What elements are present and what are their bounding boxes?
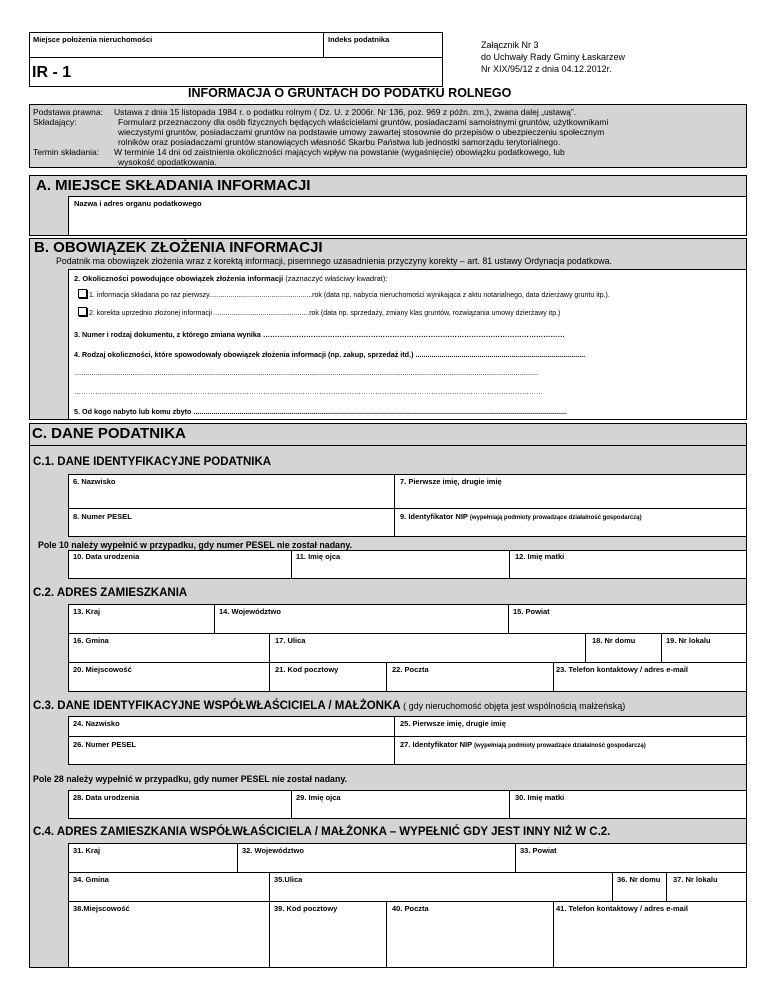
section-c-title: C. DANE PODATNIKA: [32, 425, 186, 442]
option-correction[interactable]: [78, 307, 560, 317]
filer-line1: Formularz przeznaczony dla osób fizycznych będących właścicielami gruntów, posiadaczami samoistnymi gruntów, użytkownikami: [118, 117, 609, 127]
field-11-label: 11. Imię ojca: [296, 552, 341, 561]
field-18-label: 18. Nr domu: [592, 636, 636, 645]
field-20-label: 20. Miejscowość: [73, 665, 132, 674]
field-32-label: 32. Województwo: [242, 846, 304, 855]
option-first-filing-label: 1. informacja składana po raz pierwszy.....................................................rok (data np. nabycia nieruchomości wynikająca z aktu notarialnego, data dzierżawy gruntu itp.).: [89, 292, 610, 299]
annex-line2: do Uchwały Rady Gminy Łaskarzew: [481, 52, 626, 62]
field-24-label: 24. Nazwisko: [73, 719, 120, 728]
q4-circumstances[interactable]: 4. Rodzaj okoliczności, które spowodowały obowiązek złożenia informacji (np. zakup, sprzedaż itd.) .....................................................................................: [74, 350, 586, 359]
basis-text: Ustawa z dnia 15 listopada 1984 r. o podatku rolnym ( Dz. U. z 2006r. Nr 136, poz. 969 z późn. zm.), zwana dalej „ustawą”.: [114, 107, 577, 117]
section-c-divider: [29, 445, 747, 446]
field-17-label: 17. Ulica: [275, 636, 306, 645]
filer-line2: wieczystymi gruntów, posiadaczami gruntów na podstawie umowy zawartej stosownie do przepisów o ubezpieczeniu społecznym: [118, 127, 605, 137]
c3-title: [33, 700, 625, 712]
field-9-title: 9. Identyfikator NIP: [400, 512, 468, 521]
filer-line3: rolników oraz posiadaczami gruntów stanowiących własność Skarbu Państwa lub jednostki samorządu terytorialnego.: [118, 137, 561, 147]
c4-title: C.4. ADRES ZAMIESZKANIA WSPÓŁWŁAŚCICIELA / MAŁŻONKA – WYPEŁNIĆ GDY JEST INNY NIŻ W C.2.: [33, 826, 611, 838]
field-27-note: (wypełniają podmioty prowadzące działalność gospodarczą): [474, 743, 646, 749]
field-21-label: 21. Kod pocztowy: [275, 665, 339, 674]
q2-label: [74, 274, 387, 283]
field-35-street[interactable]: [269, 872, 613, 902]
q2-note: (zaznaczyć właściwy kwadrat):: [283, 274, 388, 283]
field-40-label: 40. Poczta: [392, 904, 429, 913]
field-31-label: 31. Kraj: [73, 846, 101, 855]
c3-note: ( gdy nieruchomość objęta jest wspólnością małżeńską): [400, 701, 626, 711]
field-36-label: 36. Nr domu: [617, 875, 661, 884]
form-code: IR - 1: [32, 64, 72, 81]
section-a-title: A. MIEJSCE SKŁADANIA INFORMACJI: [36, 177, 311, 194]
field-33-label: 33. Powiat: [520, 846, 557, 855]
field-37-label: 37. Nr lokalu: [673, 875, 718, 884]
deadline-line2: wysokość opodatkowania.: [118, 157, 217, 167]
location-input[interactable]: [30, 45, 322, 56]
header-divider-h: [29, 57, 443, 58]
field-39-label: 39. Kod pocztowy: [274, 904, 338, 913]
q4-dots-line2[interactable]: …………………………………………………………………………………………………………………………………………………………………………………: [74, 389, 543, 396]
tax-office-label: Nazwa i adres organu podatkowego: [74, 199, 202, 208]
checkbox-correction[interactable]: [78, 307, 87, 316]
field-29-label: 29. Imię ojca: [296, 793, 341, 802]
deadline-line1: W terminie 14 dni od zaistnienia okoliczności mających wpływ na powstanie (wygaśnięcie) obowiązku podatkowego, lub: [114, 147, 565, 157]
deadline-label: Termin składania:: [33, 147, 100, 157]
section-b-title: B. OBOWIĄZEK ZŁOŻENIA INFORMACJI: [34, 239, 323, 256]
c1-title: C.1. DANE IDENTYFIKACYJNE PODATNIKA: [33, 456, 272, 468]
field-30-label: 30. Imię matki: [515, 793, 565, 802]
option-first-filing[interactable]: [78, 289, 610, 299]
q3-document[interactable]: 3. Numer i rodzaj dokumentu, z którego zmiana wynika ………………………………………………………………………………………………………………: [74, 330, 565, 339]
field-6-label: 6. Nazwisko: [73, 477, 116, 486]
note-field-28: Pole 28 należy wypełnić w przypadku, gdy numer PESEL nie został nadany.: [33, 774, 348, 784]
c2-title: C.2. ADRES ZAMIESZKANIA: [33, 587, 188, 599]
taxpayer-index-label: Indeks podatnika: [328, 35, 390, 44]
field-15-label: 15. Powiat: [513, 607, 550, 616]
field-12-label: 12. Imię matki: [515, 552, 565, 561]
checkbox-first-filing[interactable]: [78, 289, 87, 298]
q2-bold: 2. Okoliczności powodujące obowiązek złożenia informacji: [74, 274, 284, 283]
field-14-label: 14. Województwo: [219, 607, 281, 616]
page-title: INFORMACJA O GRUNTACH DO PODATKU ROLNEGO: [188, 86, 512, 100]
field-27-label: [400, 740, 646, 749]
q4-dots-line1[interactable]: ...............................................................................................................................................................................................................................................: [74, 370, 539, 377]
q5-from-whom[interactable]: 5. Od kogo nabyto lub komu zbyto ...........................................................................................................................................................................................: [74, 407, 567, 416]
c3-title-text: C.3. DANE IDENTYFIKACYJNE WSPÓŁWŁAŚCICIELA / MAŁŻONKA: [33, 700, 401, 712]
field-27-title: 27. Identyfikator NIP: [400, 740, 472, 749]
field-25-label: 25. Pierwsze imię, drugie imię: [400, 719, 506, 728]
field-17-street[interactable]: [269, 633, 586, 663]
field-26-label: 26. Numer PESEL: [73, 740, 136, 749]
field-35-label: 35.Ulica: [274, 875, 303, 884]
field-28-label: 28. Data urodzenia: [73, 793, 140, 802]
location-label: Miejsce położenia nieruchomości: [33, 35, 153, 44]
field-22-label: 22. Poczta: [392, 665, 429, 674]
option-correction-label: 2. korekta uprzednio złożonej informacji .................................................rok (data np. sprzedaży, zmiany klas gruntów, rozwiązania umowy dzierżawy itp.): [89, 310, 561, 317]
field-6-surname[interactable]: [68, 474, 395, 509]
field-7-label: 7. Pierwsze imię, drugie imię: [400, 477, 502, 486]
field-8-label: 8. Numer PESEL: [73, 512, 132, 521]
field-10-label: 10. Data urodzenia: [73, 552, 140, 561]
header-divider-v: [323, 32, 324, 58]
field-19-label: 19. Nr lokalu: [666, 636, 711, 645]
note-field-10: Pole 10 należy wypełnić w przypadku, gdy numer PESEL nie został nadany.: [38, 540, 353, 550]
basis-label: Podstawa prawna:: [33, 107, 103, 117]
field-9-label: [400, 512, 642, 521]
section-b-subtitle: Podatnik ma obowiązek złożenia wraz z korektą informacji, pisemnego uzasadnienia przyczyny korekty – art. 81 ustawy Ordynacja podatkowa.: [56, 256, 612, 266]
filer-label: Składający:: [33, 117, 77, 127]
field-41-label: 41. Telefon kontaktowy / adres e-mail: [556, 904, 688, 913]
field-38-label: 38.Miejscowość: [73, 904, 130, 913]
taxpayer-index-input[interactable]: [325, 45, 442, 56]
field-34-label: 34. Gmina: [73, 875, 109, 884]
field-9-note: (wypełniają podmioty prowadzące działalność gospodarczą): [469, 515, 642, 521]
annex-line1: Załącznik Nr 3: [481, 40, 539, 50]
field-23-label: 23. Telefon kontaktowy / adres e-mail: [556, 665, 688, 674]
field-13-label: 13. Kraj: [73, 607, 101, 616]
field-16-label: 16. Gmina: [73, 636, 109, 645]
annex-line3: Nr XIX/95/12 z dnia 04.12.2012r.: [481, 64, 612, 74]
